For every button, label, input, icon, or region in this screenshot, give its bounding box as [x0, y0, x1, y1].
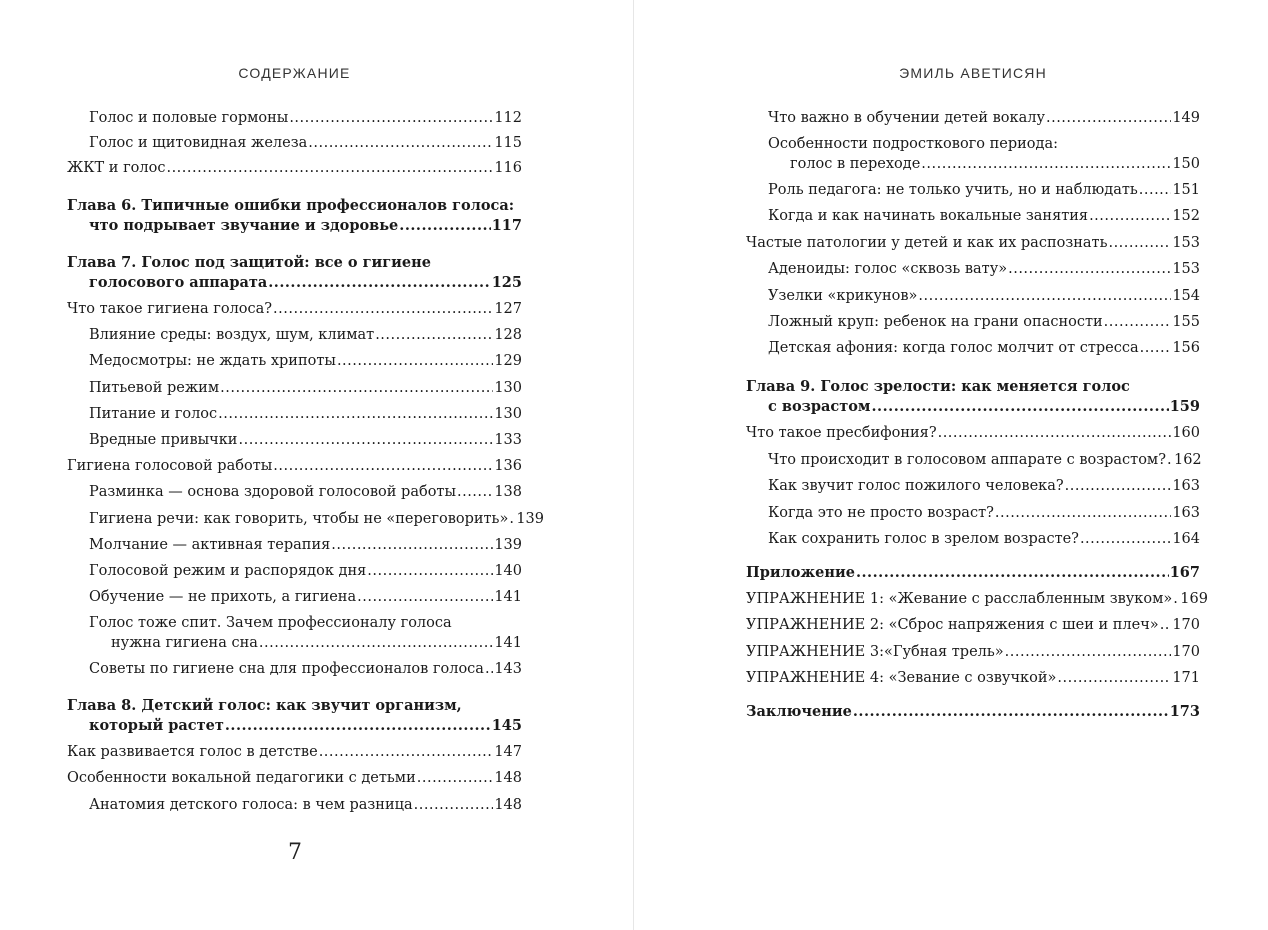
toc-entry-title: Как развивается голос в детстве	[67, 744, 318, 760]
toc-entry-title: ЖКТ и голос	[67, 160, 166, 176]
toc-entry-title: Влияние среды: воздух, шум, климат	[89, 327, 375, 343]
dot-leader	[1005, 642, 1172, 662]
toc-entry[interactable]	[768, 108, 1200, 128]
dot-leader	[509, 509, 515, 529]
toc-entry-page: 139	[516, 511, 545, 527]
toc-entry[interactable]	[746, 615, 1200, 635]
toc-entry[interactable]	[768, 503, 1200, 523]
toc-entry-page: 147	[494, 744, 522, 760]
toc-entry-title: Частые патологии у детей и как их распознать	[746, 235, 1108, 251]
toc-entry-page: 167	[1169, 564, 1200, 581]
toc-entry[interactable]	[89, 273, 522, 293]
toc-entry-title: Детская афония: когда голос молчит от стресса	[768, 340, 1139, 356]
running-head: ЭМИЛЬ АВЕТИСЯН	[899, 65, 1047, 81]
dot-leader	[337, 351, 493, 371]
dot-leader	[1057, 668, 1171, 688]
toc-entry[interactable]	[89, 351, 522, 371]
toc-entry-heading-line: Глава 7. Голос под защитой: все о гигиене	[67, 254, 431, 271]
dot-leader	[268, 273, 490, 293]
toc-entry[interactable]	[89, 404, 522, 424]
toc-entry-page: 160	[1172, 425, 1200, 441]
toc-entry-title: Обучение — не прихоть, а гигиена	[89, 589, 357, 605]
toc-entry-title: Роль педагога: не только учить, но и наблюдать	[768, 182, 1138, 198]
dot-leader	[357, 587, 493, 607]
toc-entry[interactable]	[89, 133, 522, 153]
toc-entry[interactable]	[768, 397, 1200, 417]
toc-entry-page: 133	[494, 432, 522, 448]
toc-entry-page: 173	[1169, 703, 1200, 720]
toc-entry[interactable]	[89, 482, 522, 502]
toc-entry-page: 136	[494, 458, 522, 474]
toc-entry-page: 154	[1172, 288, 1200, 304]
toc-entry-heading-line: Голос тоже спит. Зачем профессионалу голоса	[89, 615, 452, 631]
toc-entry-title: Разминка — основа здоровой голосовой работы	[89, 484, 456, 500]
dot-leader	[872, 397, 1169, 417]
dot-leader	[225, 716, 491, 736]
dot-leader	[1108, 233, 1171, 253]
toc-entry-title: Заключение	[746, 703, 852, 720]
dot-leader	[853, 702, 1169, 722]
toc-entry-page: 151	[1172, 182, 1200, 198]
toc-entry-title: нужна гигиена сна	[111, 635, 258, 651]
toc-entry[interactable]	[746, 668, 1200, 688]
dot-leader	[367, 561, 493, 581]
toc-entry-page: 138	[494, 484, 522, 500]
dot-leader	[1173, 589, 1179, 609]
toc-entry-title: Когда это не просто возраст?	[768, 505, 994, 521]
dot-leader	[331, 535, 493, 555]
toc-entry-title: Питьевой режим	[89, 380, 220, 396]
dot-leader	[308, 133, 493, 153]
dot-leader	[319, 742, 494, 762]
dot-leader	[995, 503, 1171, 523]
dot-leader	[918, 286, 1171, 306]
dot-leader	[166, 158, 493, 178]
dot-leader	[273, 299, 493, 319]
toc-entry[interactable]	[768, 259, 1200, 279]
toc-entry-title: Молчание — активная терапия	[89, 537, 331, 553]
toc-entry-title: Анатомия детского голоса: в чем разница	[89, 797, 413, 813]
toc-entry-page: 153	[1172, 235, 1200, 251]
toc-entry-page: 139	[494, 537, 522, 553]
toc-entry-page: 116	[494, 160, 522, 176]
dot-leader	[921, 154, 1171, 174]
toc-entry-title: Что такое пресбифония?	[746, 425, 937, 441]
toc-entry-title: с возрастом	[768, 398, 871, 415]
toc-entry-title: голос в переходе	[790, 156, 921, 172]
toc-entry[interactable]	[67, 158, 522, 178]
toc-entry-title: Голос и щитовидная железа	[89, 135, 308, 151]
toc-entry-title: голосового аппарата	[89, 274, 268, 291]
toc-entry-page: 163	[1172, 478, 1200, 494]
toc-entry-page: 170	[1172, 644, 1200, 660]
toc-entry-title: который растет	[89, 717, 224, 734]
dot-leader	[238, 430, 493, 450]
toc-entry-page: 162	[1173, 452, 1202, 468]
toc-entry[interactable]	[89, 378, 522, 398]
toc-entry[interactable]	[89, 795, 522, 815]
toc-entry-page: 141	[494, 589, 522, 605]
toc-entry-title: Гигиена голосовой работы	[67, 458, 273, 474]
left-page	[0, 0, 633, 930]
toc-entry[interactable]	[768, 286, 1200, 306]
toc-entry[interactable]	[768, 206, 1200, 226]
toc-entry-page: 150	[1172, 156, 1200, 172]
toc-entry-page: 140	[494, 563, 522, 579]
dot-leader	[457, 482, 493, 502]
toc-entry[interactable]	[89, 108, 522, 128]
toc-entry-heading-line: Глава 9. Голос зрелости: как меняется голос	[746, 378, 1130, 395]
toc-entry[interactable]	[67, 742, 522, 762]
toc-entry-title: УПРАЖНЕНИЕ 3:«Губная трель»	[746, 644, 1004, 660]
dot-leader	[414, 795, 494, 815]
toc-entry-page: 141	[494, 635, 522, 651]
dot-leader	[375, 325, 493, 345]
dot-leader	[220, 378, 493, 398]
toc-entry[interactable]	[89, 587, 522, 607]
toc-entry-title: Гигиена речи: как говорить, чтобы не «переговорить»	[89, 511, 509, 527]
dot-leader	[273, 456, 493, 476]
dot-leader	[1080, 529, 1171, 549]
dot-leader	[1089, 206, 1171, 226]
toc-entry[interactable]	[768, 450, 1200, 470]
toc-entry-heading-line: Особенности подросткового периода:	[768, 136, 1058, 152]
dot-leader	[938, 423, 1172, 443]
dot-leader	[1008, 259, 1171, 279]
running-head: СОДЕРЖАНИЕ	[238, 65, 351, 81]
toc-entry-title: Что важно в обучении детей вокалу	[768, 110, 1045, 126]
dot-leader	[218, 404, 493, 424]
toc-entry-title: УПРАЖНЕНИЕ 4: «Зевание с озвучкой»	[746, 670, 1057, 686]
dot-leader	[399, 216, 490, 236]
toc-entry-page: 127	[494, 301, 522, 317]
toc-entry[interactable]	[746, 642, 1200, 662]
dot-leader	[1140, 338, 1172, 358]
toc-entry-heading-line: Глава 8. Детский голос: как звучит организм,	[67, 697, 462, 714]
toc-entry-page: 155	[1172, 314, 1200, 330]
toc-entry[interactable]	[768, 312, 1200, 332]
toc-entry-page: 130	[494, 406, 522, 422]
toc-entry-title: Узелки «крикунов»	[768, 288, 918, 304]
dot-leader	[1065, 476, 1172, 496]
toc-entry-page: 148	[494, 797, 522, 813]
toc-entry-page: 169	[1180, 591, 1208, 607]
toc-entry-title: Приложение	[746, 564, 855, 581]
toc-entry-title: Аденоиды: голос «сквозь вату»	[768, 261, 1008, 277]
toc-entry-page: 125	[491, 274, 522, 291]
toc-entry[interactable]	[768, 338, 1200, 358]
toc-entry-page: 156	[1172, 340, 1200, 356]
toc-entry-page: 117	[491, 217, 522, 234]
toc-entry[interactable]	[746, 563, 1200, 583]
toc-entry[interactable]	[89, 659, 522, 679]
toc-entry[interactable]	[89, 716, 522, 736]
toc-entry-title: Медосмотры: не ждать хрипоты	[89, 353, 336, 369]
dot-leader	[259, 633, 493, 653]
toc-entry[interactable]	[67, 768, 522, 788]
toc-entry-heading-line: Глава 6. Типичные ошибки профессионалов голоса:	[67, 197, 515, 214]
page-number: 7	[288, 840, 302, 865]
toc-entry-page: 112	[494, 110, 522, 126]
toc-entry[interactable]	[746, 702, 1200, 722]
dot-leader	[417, 768, 494, 788]
dot-leader	[1160, 615, 1172, 635]
toc-entry-title: Особенности вокальной педагогики с детьми	[67, 770, 416, 786]
toc-entry-page: 148	[494, 770, 522, 786]
toc-entry-title: что подрывает звучание и здоровье	[89, 217, 399, 234]
toc-entry[interactable]	[89, 325, 522, 345]
toc-entry-title: УПРАЖНЕНИЕ 1: «Жевание с расслабленным звуком»	[746, 591, 1173, 607]
toc-entry-page: 171	[1172, 670, 1200, 686]
toc-entry-title: Голосовой режим и распорядок дня	[89, 563, 367, 579]
toc-entry[interactable]	[89, 561, 522, 581]
dot-leader	[1139, 180, 1172, 200]
right-page	[634, 0, 1268, 930]
toc-entry[interactable]	[89, 430, 522, 450]
toc-entry-page: 129	[494, 353, 522, 369]
toc-entry-title: Голос и половые гормоны	[89, 110, 289, 126]
toc-entry-title: Ложный круп: ребенок на грани опасности	[768, 314, 1103, 330]
toc-entry[interactable]	[67, 299, 522, 319]
toc-entry-title: Как звучит голос пожилого человека?	[768, 478, 1064, 494]
dot-leader	[856, 563, 1169, 583]
toc-entry[interactable]	[768, 529, 1200, 549]
toc-entry-page: 128	[494, 327, 522, 343]
dot-leader	[289, 108, 493, 128]
toc-entry-title: Как сохранить голос в зрелом возрасте?	[768, 531, 1079, 547]
dot-leader	[1104, 312, 1172, 332]
toc-entry-page: 115	[494, 135, 522, 151]
toc-entry-page: 152	[1172, 208, 1200, 224]
toc-entry-page: 164	[1172, 531, 1200, 547]
toc-entry-page: 163	[1172, 505, 1200, 521]
toc-entry-page: 130	[494, 380, 522, 396]
dot-leader	[1167, 450, 1173, 470]
toc-entry-page: 145	[491, 717, 522, 734]
toc-entry-title: Что происходит в голосовом аппарате с возрастом?	[768, 452, 1166, 468]
toc-entry[interactable]	[746, 589, 1208, 609]
toc-entry-page: 153	[1172, 261, 1200, 277]
toc-entry-title: Советы по гигиене сна для профессионалов голоса	[89, 661, 484, 677]
toc-entry[interactable]	[768, 180, 1200, 200]
toc-entry[interactable]	[768, 476, 1200, 496]
toc-entry-page: 159	[1169, 398, 1200, 415]
toc-entry-title: УПРАЖНЕНИЕ 2: «Сброс напряжения с шеи и плеч»	[746, 617, 1159, 633]
toc-entry-page: 170	[1172, 617, 1200, 633]
toc-entry-title: Что такое гигиена голоса?	[67, 301, 273, 317]
toc-entry[interactable]	[89, 509, 545, 529]
toc-entry[interactable]	[89, 535, 522, 555]
toc-entry[interactable]	[746, 423, 1200, 443]
toc-entry-title: Питание и голос	[89, 406, 218, 422]
toc-entry-page: 149	[1172, 110, 1200, 126]
toc-entry-title: Когда и как начинать вокальные занятия	[768, 208, 1089, 224]
toc-entry[interactable]	[67, 456, 522, 476]
dot-leader	[485, 659, 493, 679]
toc-entry-page: 143	[494, 661, 522, 677]
toc-entry-title: Вредные привычки	[89, 432, 238, 448]
toc-entry[interactable]	[746, 233, 1200, 253]
toc-entry[interactable]	[89, 216, 522, 236]
dot-leader	[1046, 108, 1171, 128]
toc-entry[interactable]	[790, 154, 1200, 174]
toc-entry[interactable]	[111, 633, 522, 653]
